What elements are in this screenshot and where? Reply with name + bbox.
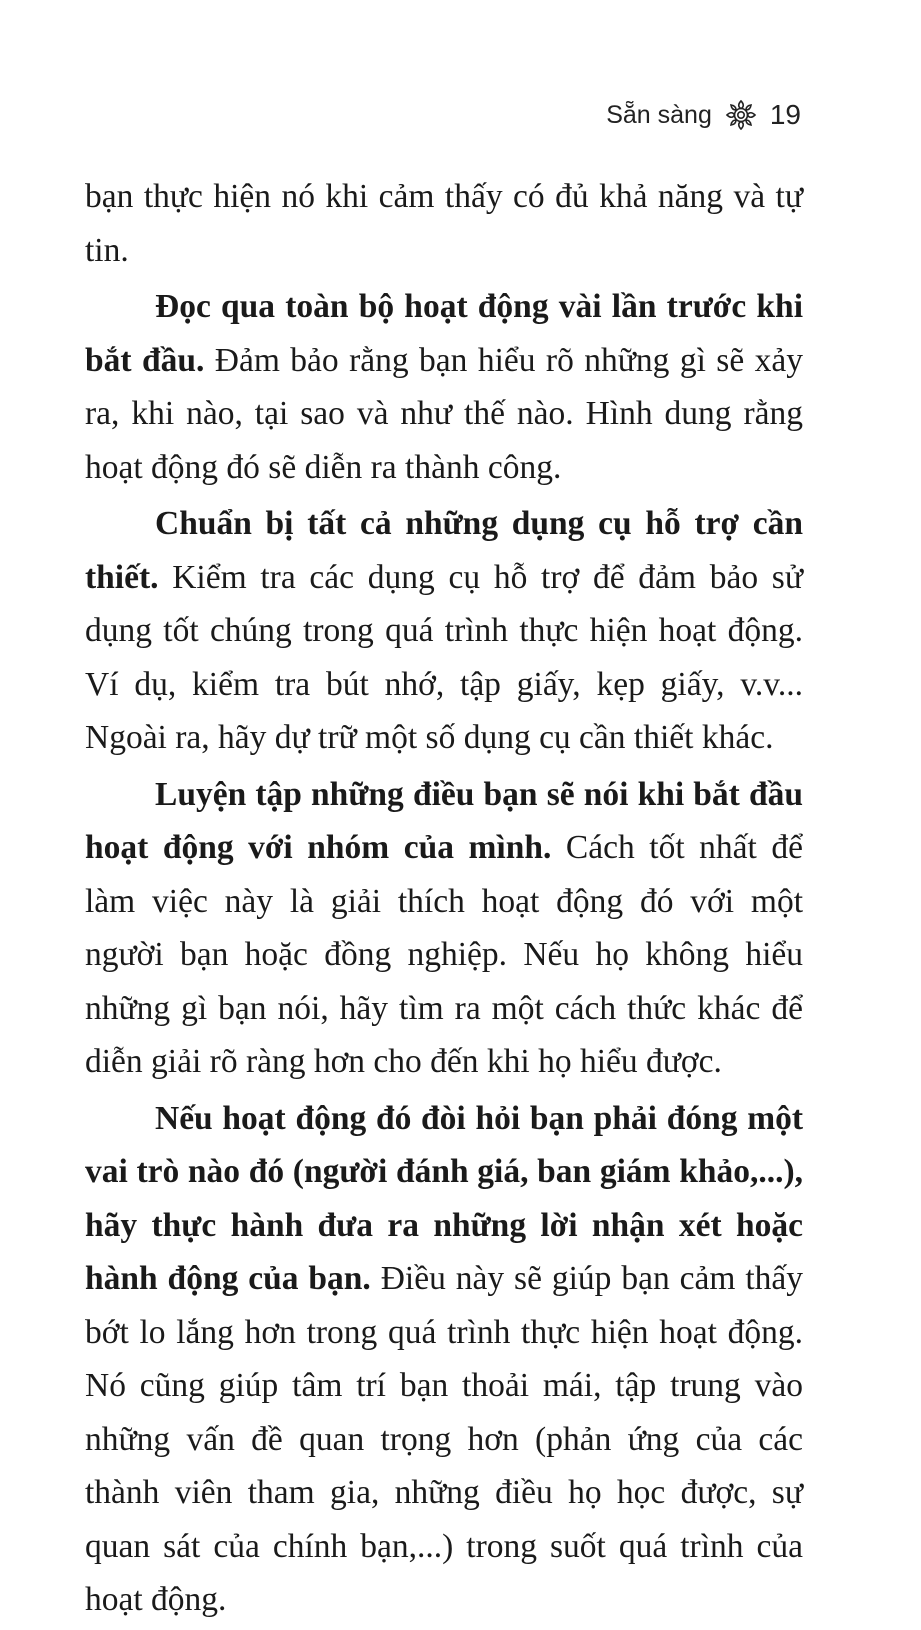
body-text [85,170,803,1630]
paragraph-read-through [85,280,803,494]
paragraph-text: bạn thực hiện nó khi cảm thấy có đủ khả năng và tự tin. [85,178,803,269]
paragraph-continuation [85,170,803,277]
paragraph-heading: Nếu hoạt động đó đòi hỏi bạn phải đóng một vai trò nào đó (người đánh giá, ban giám khảo,...), hãy thực hành đưa ra những lời nhận xét hoặc hành động của bạn. [85,1099,803,1297]
flower-ornament-icon [724,98,758,132]
paragraph-heading: Đọc qua toàn bộ hoạt động vài lần trước khi bắt đầu. [85,288,803,379]
paragraph-practice-speech [85,768,803,1089]
paragraph-text: Điều này sẽ giúp bạn cảm thấy bớt lo lắng hơn trong quá trình thực hiện hoạt động. Nó cũng giúp tâm trí bạn thoải mái, tập trung vào những vấn đề quan trọng hơn (phản ứng của các thành viên tham gia, những điều họ học được, sự quan sát của chính bạn,...) trong suốt quá trình của hoạt động. [85,1260,803,1618]
paragraph-heading: Luyện tập những điều bạn sẽ nói khi bắt đầu hoạt động với nhóm của mình. [85,775,803,866]
page-number: 19 [769,99,801,130]
paragraph-text: Đảm bảo rằng bạn hiểu rõ những gì sẽ xảy ra, khi nào, tại sao và như thế nào. Hình dung rằng hoạt động đó sẽ diễn ra thành công. [85,341,803,486]
paragraph-prepare-tools [85,497,803,765]
paragraph-role-practice [85,1092,803,1627]
chapter-title: Sẵn sàng [606,100,712,129]
paragraph-text: Kiểm tra các dụng cụ hỗ trợ để đảm bảo sử dụng tốt chúng trong quá trình thực hiện hoạt động. Ví dụ, kiểm tra bút nhớ, tập giấy, kẹp giấy, v.v... Ngoài ra, hãy dự trữ một số dụng cụ cần thiết khác. [85,558,803,756]
paragraph-text: Cách tốt nhất để làm việc này là giải thích hoạt động đó với một người bạn hoặc đồng nghiệp. Nếu họ không hiểu những gì bạn nói, hãy tìm ra một cách thức khác để diễn giải rõ ràng hơn cho đến khi họ hiểu được. [85,829,803,1080]
running-header [606,98,801,132]
paragraph-heading: Chuẩn bị tất cả những dụng cụ hỗ trợ cần thiết. [85,505,803,596]
